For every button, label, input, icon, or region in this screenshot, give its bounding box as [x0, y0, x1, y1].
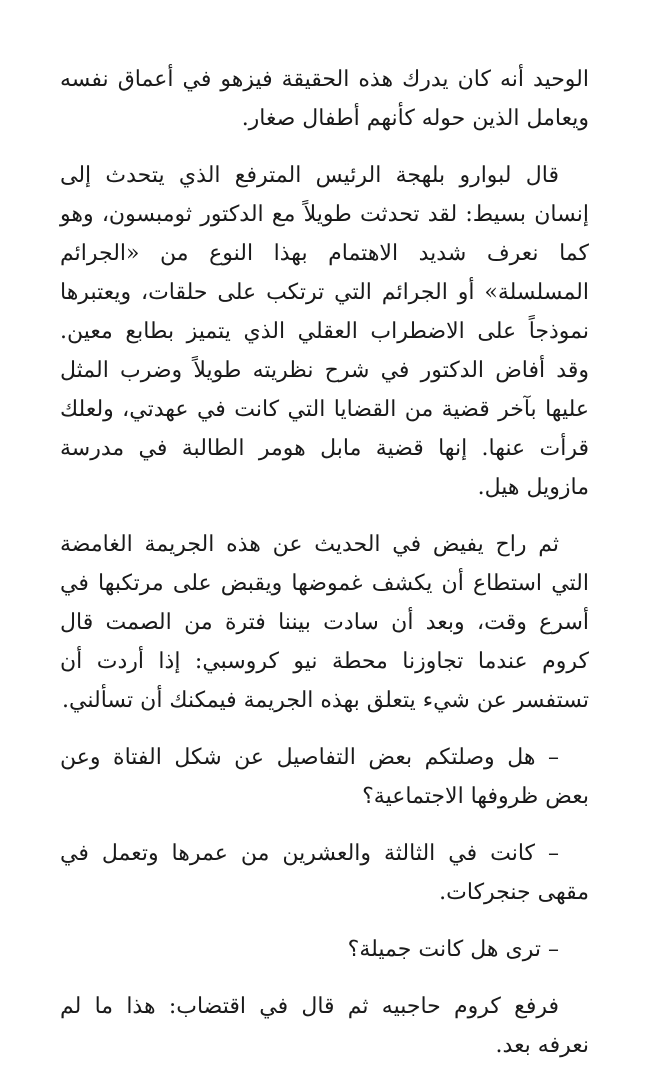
paragraph-1: الوحيد أنه كان يدرك هذه الحقيقة فيزهو في أعماق نفسه ويعامل الذين حوله كأنهم أطفال صغار. [60, 67, 589, 131]
paragraph-2: قال لبوارو بلهجة الرئيس المترفع الذي يتحدث إلى إنسان بسيط: لقد تحدثت طويلاً مع الدكتور ثومبسون، وهو كما نعرف شديد الاهتمام بهذا النوع من «الجرائم المسلسلة» أو الجرائم التي ترتكب على حلقات، ويعتبرها نموذجاً على الاضطراب العقلي الذي يتميز بطابع معين. وقد أفاض الدكتور في شرح نظريته طويلاً وضرب المثل عليها بآخر قضية من القضايا التي كانت في عهدتي، ولعلك قرأت عنها. إنها قضية مابل هومر الطالبة في مدرسة مازويل هيل. [60, 163, 589, 500]
paragraph-3: ثم راح يفيض في الحديث عن هذه الجريمة الغامضة التي استطاع أن يكشف غموضها ويقبض على مرتكبها في أسرع وقت، وبعد أن سادت بيننا فترة من الصمت قال كروم عندما تجاوزنا محطة نيو كروسبي: إذا أردت أن تستفسر عن شيء يتعلق بهذه الجريمة فيمكنك أن تسألني. [60, 532, 589, 713]
paragraph-final: فرفع كروم حاجبيه ثم قال في اقتضاب: هذا ما لم نعرفه بعد. [60, 994, 589, 1058]
book-page [60, 60, 589, 1083]
dialogue-line-1: – هل وصلتكم بعض التفاصيل عن شكل الفتاة وعن بعض ظروفها الاجتماعية؟ [60, 745, 589, 809]
dialogue-line-3: – ترى هل كانت جميلة؟ [347, 937, 559, 962]
dialogue-line-2: – كانت في الثالثة والعشرين من عمرها وتعمل في مقهى جنجركات. [60, 841, 589, 905]
